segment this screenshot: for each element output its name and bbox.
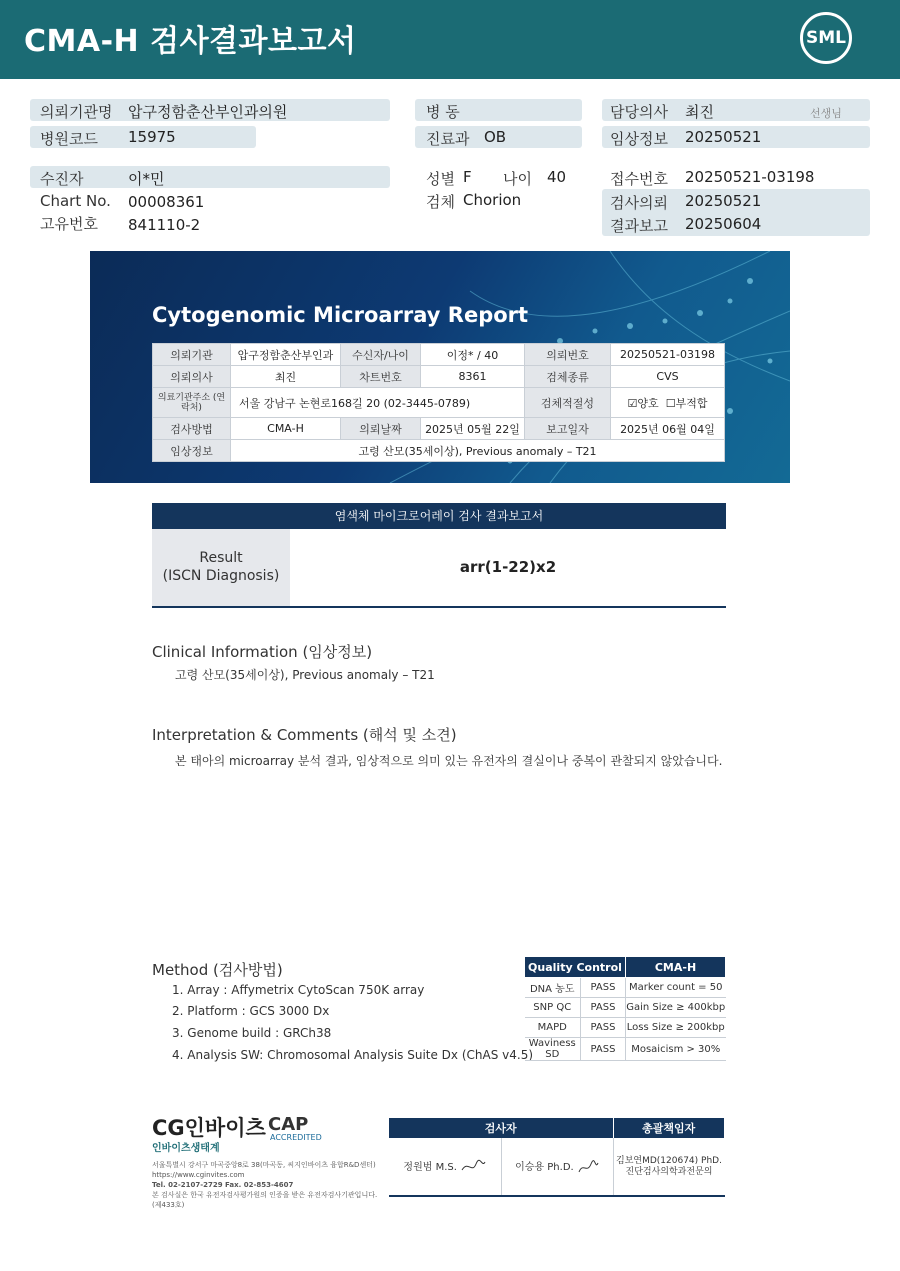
table-cell: 수신자/나이 <box>341 344 421 366</box>
table-cell: 압구정함춘산부인과 <box>231 344 341 366</box>
method-heading: Method (검사방법) <box>152 961 283 979</box>
method-item: 3. Genome build : GRCh38 <box>172 1026 332 1040</box>
table-cell: 검체종류 <box>525 366 611 388</box>
age-value: 40 <box>547 168 567 186</box>
table-cell: 의뢰날짜 <box>341 418 421 440</box>
doctor-value: 최진 <box>685 103 714 121</box>
unchecked-box-icon: ☐ <box>665 396 676 410</box>
signature-icon <box>577 1158 599 1176</box>
signature-table <box>389 1118 725 1197</box>
address-line: 서울특별시 강서구 마곡중앙8로 38(마곡동, 씨지인바이츠 융합R&D센터) <box>152 1161 376 1169</box>
result-divider <box>152 606 726 608</box>
unique-label: 고유번호 <box>40 215 98 233</box>
address-line: 본 검사실은 한국 유전자검사평가원의 인증을 받은 유전자검사기관입니다. (제433호) <box>152 1191 378 1209</box>
report-label: 결과보고 <box>610 217 668 235</box>
adequacy-bad: 부적합 <box>675 396 708 410</box>
examiner-1 <box>389 1138 501 1196</box>
address-line: https://www.cginvites.com <box>152 1171 245 1179</box>
specimen-label: 검체 <box>426 193 455 211</box>
chief-name: 김보연MD(120674) PhD. <box>616 1155 722 1166</box>
table-cell: MAPD <box>525 1018 581 1038</box>
page-title: CMA-H 검사결과보고서 <box>24 24 357 59</box>
table-row <box>525 1018 726 1038</box>
subject-label: 수진자 <box>40 170 84 188</box>
department-value: OB <box>484 128 507 146</box>
table-row <box>153 344 725 366</box>
receipt-value: 20250521-03198 <box>685 168 815 186</box>
examiner-1-name: 정원범 M.S. <box>403 1161 457 1173</box>
table-cell: 검체적절성 <box>525 388 611 418</box>
checked-box-icon: ☑ <box>627 396 638 410</box>
chief-title: 진단검사의학과전문의 <box>625 1166 713 1177</box>
table-cell: SNP QC <box>525 998 581 1018</box>
institution-value: 압구정함춘산부인과의원 <box>128 103 288 121</box>
signature-icon <box>460 1158 486 1176</box>
table-row <box>153 388 725 418</box>
table-cell: 보고일자 <box>525 418 611 440</box>
table-row <box>153 418 725 440</box>
table-row <box>389 1118 725 1138</box>
header-bar <box>0 0 900 79</box>
sex-value: F <box>463 168 472 186</box>
table-cell: Marker count = 50 <box>626 978 726 998</box>
table-cell: 2025년 05월 22일 <box>421 418 525 440</box>
chief-header: 총괄책임자 <box>613 1118 725 1138</box>
clinical-text: 고령 산모(35세이상), Previous anomaly – T21 <box>175 668 435 682</box>
table-row <box>153 440 725 462</box>
sex-label: 성별 <box>426 170 455 188</box>
table-cell: Waviness SD <box>525 1038 581 1061</box>
table-cell: 의뢰기관 <box>153 344 231 366</box>
table-cell: 서울 강남구 논현로168길 20 (02-3445-0789) <box>231 388 525 418</box>
method-item: 4. Analysis SW: Chromosomal Analysis Suite Dx (ChAS v4.5) <box>172 1048 534 1062</box>
table-row <box>525 978 726 998</box>
method-item: 2. Platform : GCS 3000 Dx <box>172 1004 330 1018</box>
table-cell: CMA-H <box>231 418 341 440</box>
table-row <box>525 1038 726 1061</box>
table-cell: 최진 <box>231 366 341 388</box>
cap-logo: CAP <box>268 1114 309 1135</box>
cap-accredited: ACCREDITED <box>270 1133 322 1142</box>
clinical-heading: Clinical Information (임상정보) <box>152 643 373 661</box>
request-label: 검사의뢰 <box>610 194 668 212</box>
department-label: 진료과 <box>426 130 470 148</box>
result-label-line2: (ISCN Diagnosis) <box>162 568 280 584</box>
result-value: arr(1-22)x2 <box>459 558 557 576</box>
table-cell: 의뢰번호 <box>525 344 611 366</box>
table-cell: 의뢰의사 <box>153 366 231 388</box>
subject-value: 이*민 <box>128 170 165 188</box>
report-title: Cytogenomic Microarray Report <box>152 303 529 327</box>
result-label <box>152 529 290 606</box>
table-cell: Gain Size ≥ 400kbp <box>626 998 726 1018</box>
specimen-value: Chorion <box>463 191 522 209</box>
table-cell: 이정* / 40 <box>421 344 525 366</box>
table-cell: 의료기관주소 (연락처) <box>153 388 231 418</box>
table-cell: PASS <box>581 978 626 998</box>
table-cell: PASS <box>581 1038 626 1061</box>
doctor-label: 담당의사 <box>610 103 668 121</box>
unique-value: 841110-2 <box>128 216 201 234</box>
address-line: Tel. 02-2107-2729 Fax. 02-853-4607 <box>152 1181 294 1189</box>
examiner-2-name: 이승용 Ph.D. <box>515 1161 574 1173</box>
table-row <box>525 957 726 978</box>
table-cell: Mosaicism > 30% <box>626 1038 726 1061</box>
qc-header: CMA-H <box>626 957 726 978</box>
table-cell: PASS <box>581 998 626 1018</box>
chief-cell <box>613 1138 725 1196</box>
qc-header: Quality Control <box>525 957 626 978</box>
request-value: 20250521 <box>685 192 762 210</box>
table-cell: 검사방법 <box>153 418 231 440</box>
adequacy-cell <box>611 388 725 418</box>
table-cell: DNA 농도 <box>525 978 581 998</box>
doctor-suffix: 선생님 <box>810 107 842 120</box>
report-value: 20250604 <box>685 215 762 233</box>
age-label: 나이 <box>503 170 532 188</box>
institution-label: 의뢰기관명 <box>40 103 113 121</box>
sml-logo: SML <box>800 12 852 64</box>
interp-text: 본 태아의 microarray 분석 결과, 임상적으로 의미 있는 유전자의 결실이나 중복이 관찰되지 않았습니다. <box>175 754 723 768</box>
examiner-header: 검사자 <box>389 1118 613 1138</box>
cg-invites-logo: CG인바이츠 <box>152 1116 266 1140</box>
adequacy-good: 양호 <box>637 396 659 410</box>
table-cell: PASS <box>581 1018 626 1038</box>
chart-value: 00008361 <box>128 193 205 211</box>
receipt-label: 접수번호 <box>610 170 668 188</box>
address-block <box>152 1160 382 1210</box>
table-cell: CVS <box>611 366 725 388</box>
table-row <box>525 998 726 1018</box>
table-row <box>153 366 725 388</box>
cg-invites-sub: 인바이츠생태계 <box>152 1143 220 1154</box>
chart-label: Chart No. <box>40 192 111 210</box>
table-row <box>389 1138 725 1196</box>
table-cell: 고령 산모(35세이상), Previous anomaly – T21 <box>231 440 725 462</box>
result-bar: 염색체 마이크로어레이 검사 결과보고서 <box>152 503 726 529</box>
table-cell: 임상정보 <box>153 440 231 462</box>
table-cell: Loss Size ≥ 200kbp <box>626 1018 726 1038</box>
table-cell: 8361 <box>421 366 525 388</box>
examiner-2 <box>501 1138 613 1196</box>
table-cell: 20250521-03198 <box>611 344 725 366</box>
ward-label: 병 동 <box>426 103 460 121</box>
table-cell: 2025년 06월 04일 <box>611 418 725 440</box>
interp-heading: Interpretation & Comments (해석 및 소견) <box>152 726 457 744</box>
hospital-code-value: 15975 <box>128 128 176 146</box>
hospital-code-label: 병원코드 <box>40 130 98 148</box>
clinical-label: 임상정보 <box>610 130 668 148</box>
subject-box <box>30 166 390 188</box>
report-banner <box>90 251 790 483</box>
method-item: 1. Array : Affymetrix CytoScan 750K array <box>172 983 425 997</box>
table-cell: 차트번호 <box>341 366 421 388</box>
clinical-value: 20250521 <box>685 128 762 146</box>
report-info-table <box>152 343 725 462</box>
qc-table <box>524 956 726 1061</box>
result-label-line1: Result <box>199 550 243 566</box>
